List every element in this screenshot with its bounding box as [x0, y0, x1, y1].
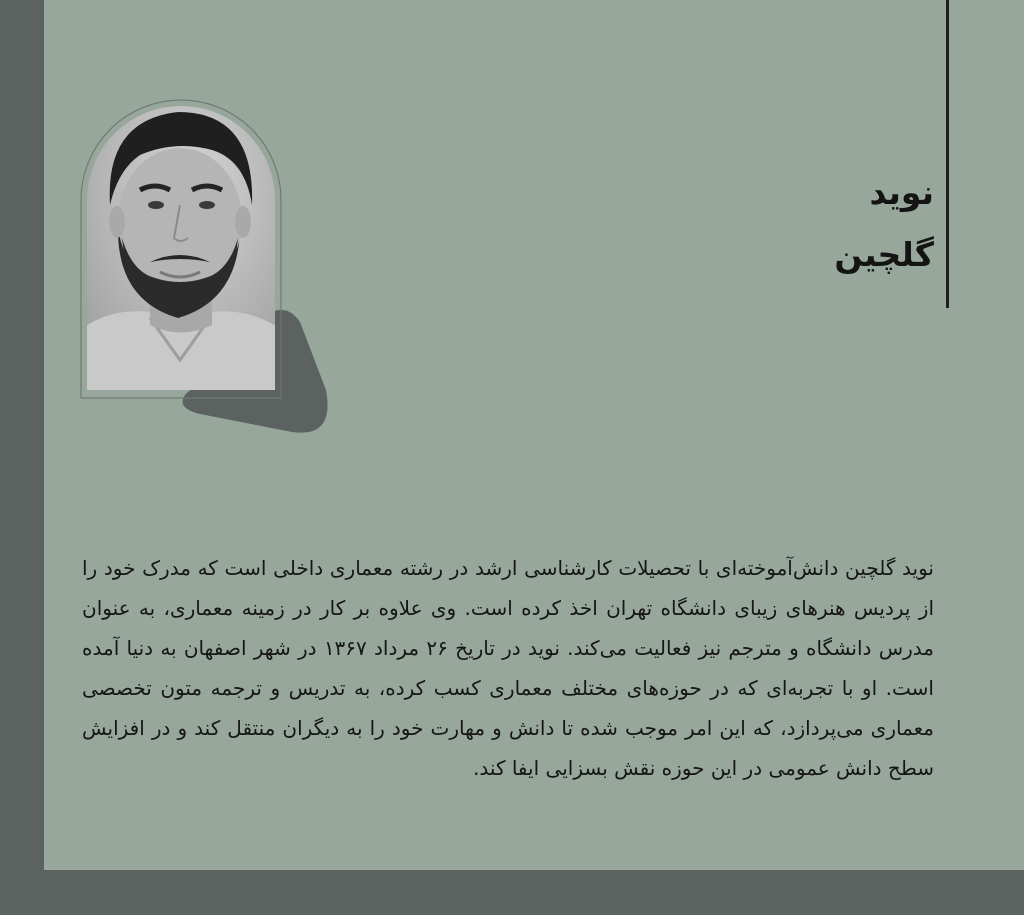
bio-paragraph: نوید گلچین دانش‌آموخته‌ای با تحصیلات کارشناسی ارشد در رشته معماری داخلی است که مدرک خود را از پردیس هنرهای زیبای دانشگاه تهران اخذ کرده است. وی علاوه بر کار در زمینه معماری، به عنوان مدرس دانشگاه و مترجم نیز فعالیت می‌کند. نوید در تاریخ ۲۶ مرداد ۱۳۶۷ در شهر اصفهان به دنیا آمده است. او با تجربه‌ای که در حوزه‌های مختلف معماری کسب کرده، به تدریس و ترجمه متون تخصصی معماری می‌پردازد، که این امر موجب شده تا دانش و مهارت خود را به دیگران منتقل کند و در افزایش سطح دانش عمومی در این حوزه نقش بسزایی ایفا کند.: [82, 556, 934, 780]
portrait-photo: [80, 100, 282, 400]
last-name: گلچین: [834, 235, 934, 274]
portrait-frame: [0, 0, 400, 460]
accent-vertical-line: [946, 0, 949, 308]
first-name: نوید: [869, 173, 934, 212]
profile-name: [760, 162, 934, 286]
portrait-svg: [0, 0, 400, 460]
